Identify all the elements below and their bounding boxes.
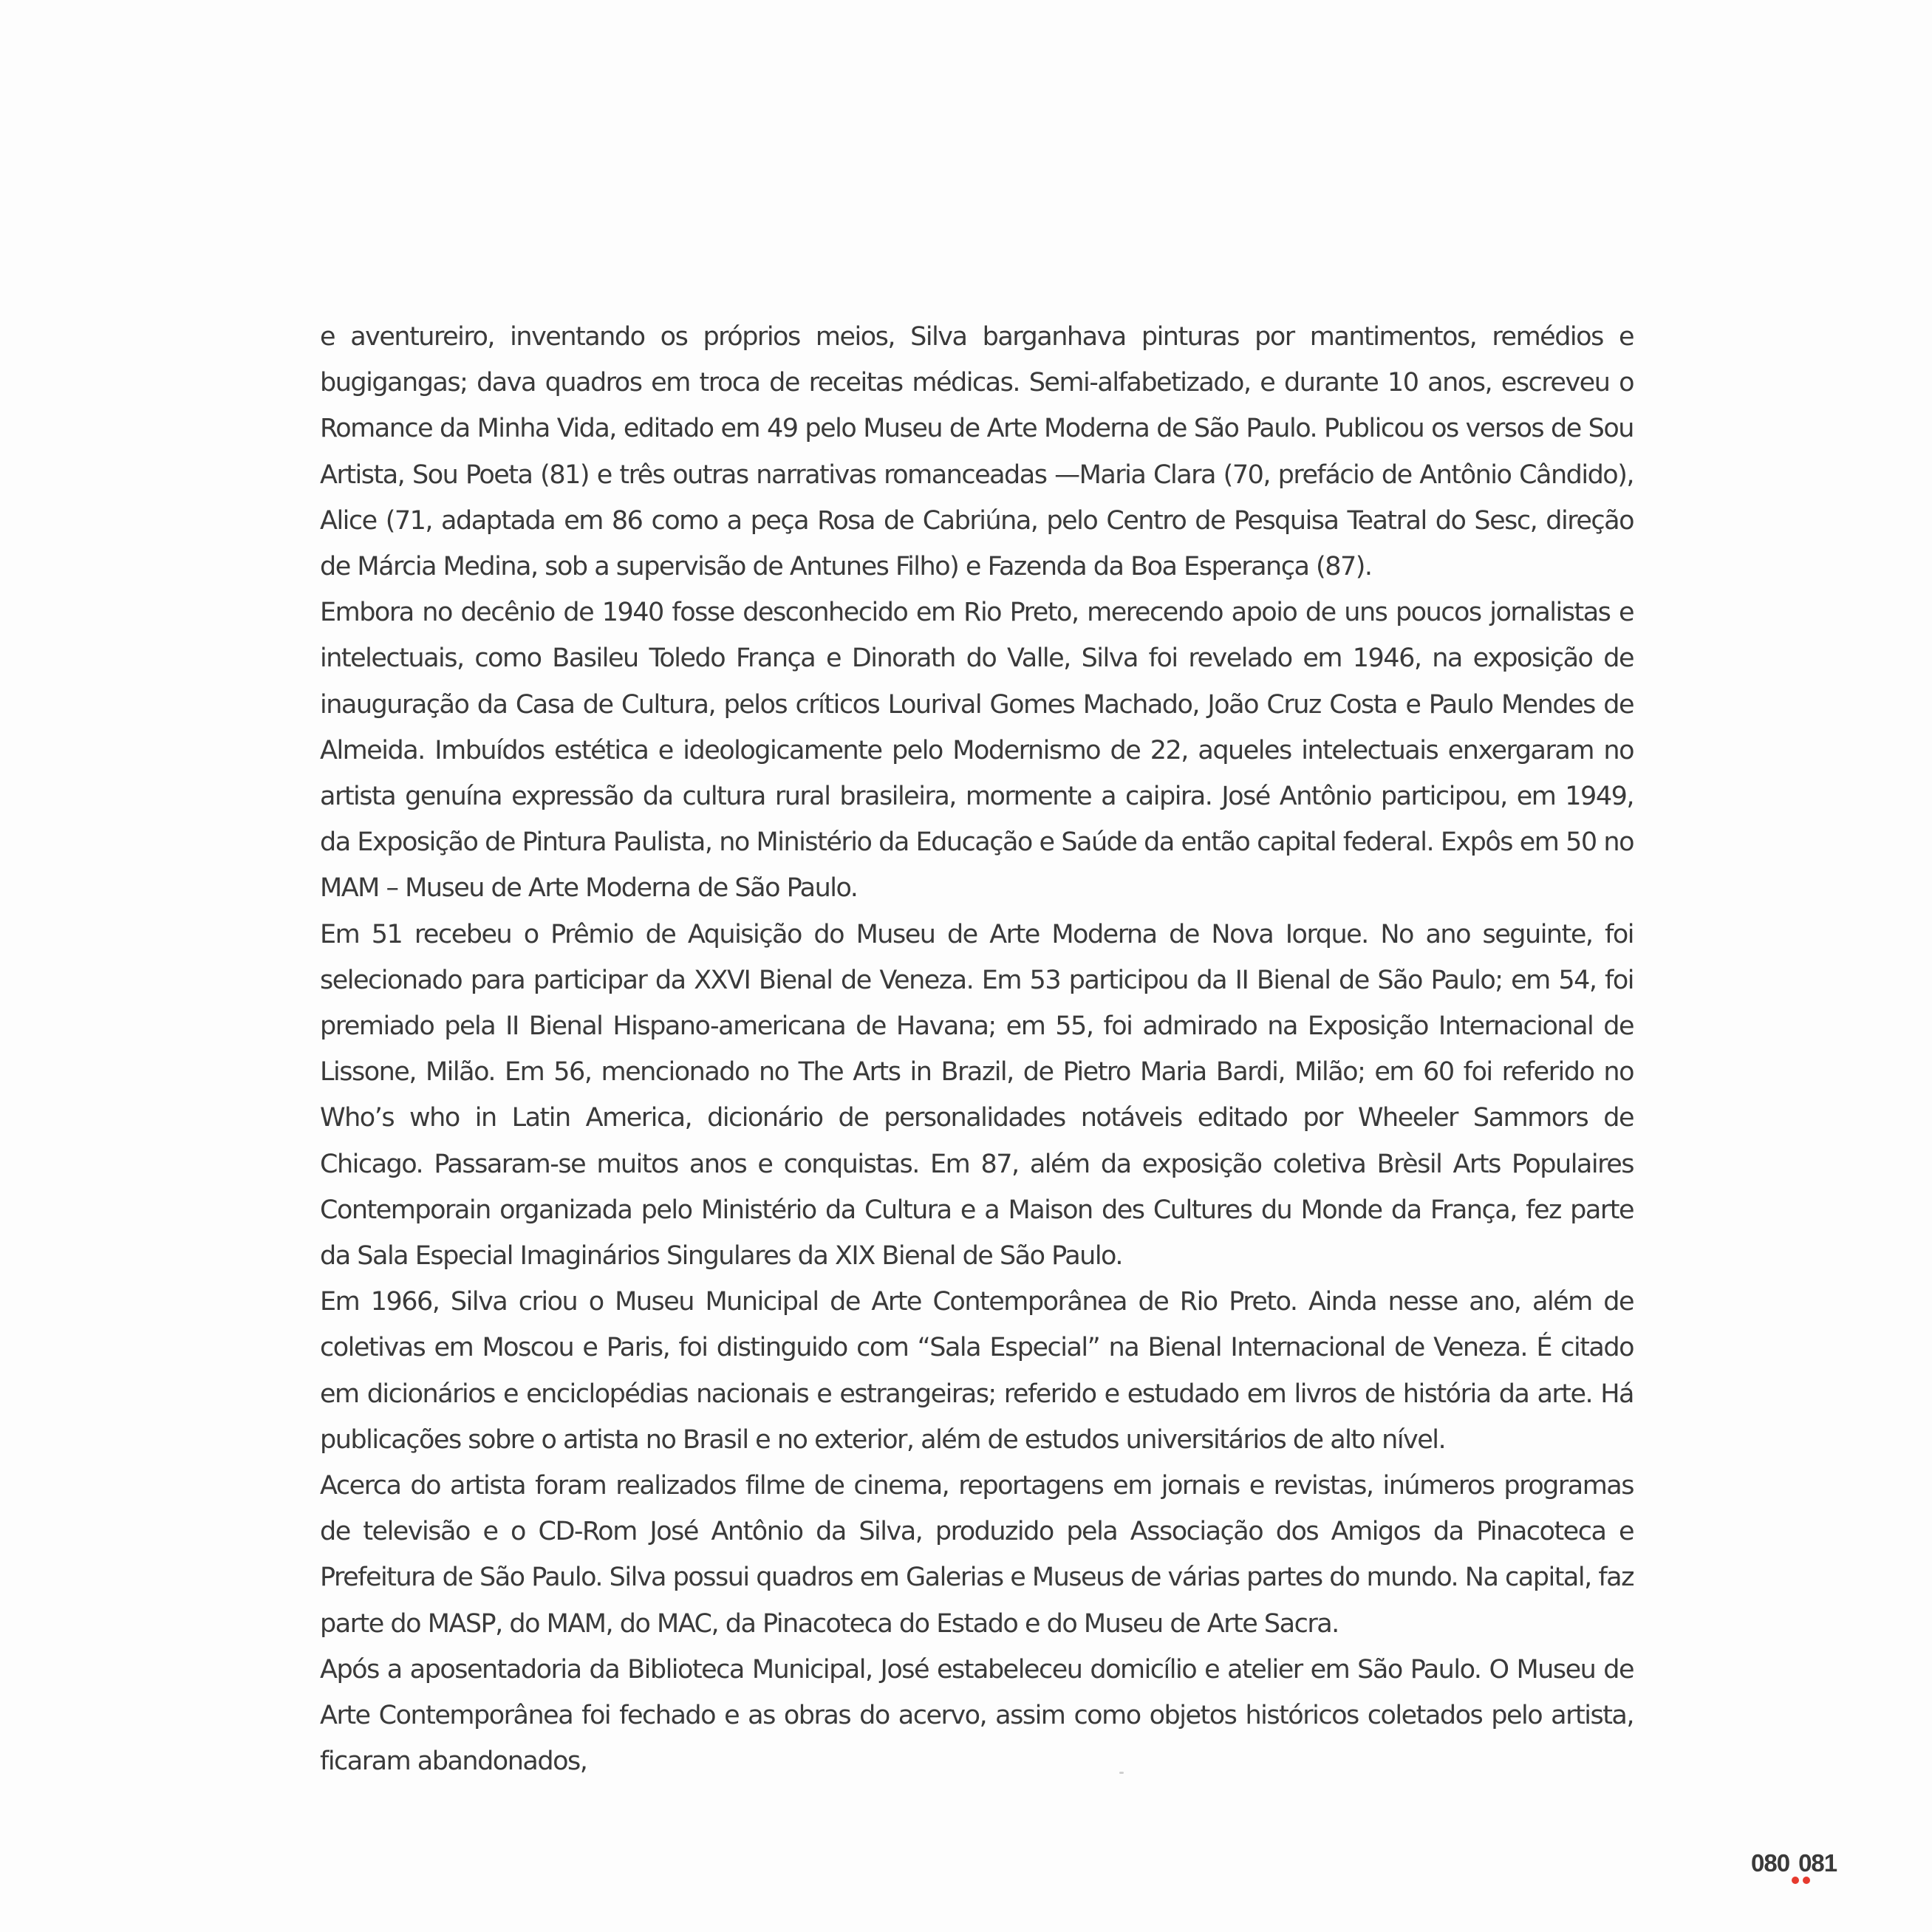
paper-speck [1119,1772,1124,1774]
paragraph-4: Em 1966, Silva criou o Museu Municipal de Arte Contemporânea de Rio Preto. Ainda nesse ano, além de coletivas em Moscou e Paris, foi distinguido com “Sala Especial” na Bienal Internacional de Veneza. É citado em dicionários e enciclopédias nacionais e estrangeiras; referido e estudado em livros de história da arte. Há publicações sobre o artista no Brasil e no exterior, além de estudos universitários de alto nível. [320,1287,1634,1455]
paragraph-5: Acerca do artista foram realizados filme de cinema, reportagens em jornais e revistas, inúmeros programas de televisão e o CD-Rom José Antônio da Silva, produzido pela Associação dos Amigos da Pinacoteca e Prefeitura de São Paulo. Silva possui quadros em Galerias e Museus de várias partes do mundo. Na capital, faz parte do MASP, do MAM, do MAC, da Pinacoteca do Estado e do Museu de Arte Sacra. [320,1471,1634,1639]
paragraph-6: Após a aposentadoria da Biblioteca Municipal, José estabeleceu domicílio e atelier em São Paulo. O Museu de Arte Contemporânea foi fechado e as obras do acervo, assim como objetos históricos coletados pelo artista, ficaram abandonados, [320,1654,1634,1777]
red-dot-icon [1792,1877,1799,1884]
page-number-left: 080 [1751,1849,1790,1877]
paragraph-3: Em 51 recebeu o Prêmio de Aquisição do Museu de Arte Moderna de Nova Iorque. No ano seguinte, foi selecionado para participar da XXVI Bienal de Veneza. Em 53 participou da II Bienal de São Paulo; em 54, foi premiado pela II Bienal Hispano-americana de Havana; em 55, foi admirado na Exposição Internacional de Lissone, Milão. Em 56, mencionado no The Arts in Brazil, de Pietro Maria Bardi, Milão; em 60 foi referido no Who’s who in Latin America, dicionário de personalidades notáveis editado por Wheeler Sammors de Chicago. Passaram-se muitos anos e conquistas. Em 87, além da exposição coletiva Brèsil Arts Populaires Contemporain organizada pelo Ministério da Cultura e a Maison des Cultures du Monde da França, fez parte da Sala Especial Imaginários Singulares da XIX Bienal de São Paulo. [320,919,1634,1271]
page-number [1751,1849,1837,1877]
paragraph-1: e aventureiro, inventando os próprios meios, Silva barganhava pinturas por mantimentos, remédios e bugigangas; dava quadros em troca de receitas médicas. Semi-alfabetizado, e durante 10 anos, escreveu o Romance da Minha Vida, editado em 49 pelo Museu de Arte Moderna de São Paulo. Publicou os versos de Sou Artista, Sou Poeta (81) e três outras narrativas romanceadas —Maria Clara (70, prefácio de Antônio Cândido), Alice (71, adaptada em 86 como a peça Rosa de Cabriúna, pelo Centro de Pesquisa Teatral do Sesc, direção de Márcia Medina, sob a supervisão de Antunes Filho) e Fazenda da Boa Esperança (87). [320,322,1634,582]
red-dot-icon [1803,1877,1810,1884]
body-text [320,314,1634,1785]
page-number-dots-icon [1792,1877,1814,1885]
page-number-right: 081 [1798,1849,1837,1877]
paragraph-2: Embora no decênio de 1940 fosse desconhecido em Rio Preto, merecendo apoio de uns poucos jornalistas e intelectuais, como Basileu Toledo França e Dinorath do Valle, Silva foi revelado em 1946, na exposição de inauguração da Casa de Cultura, pelos críticos Lourival Gomes Machado, João Cruz Costa e Paulo Mendes de Almeida. Imbuídos estética e ideologicamente pelo Modernismo de 22, aqueles intelectuais enxergaram no artista genuína expressão da cultura rural brasileira, mormente a caipira. José Antônio participou, em 1949, da Exposição de Pintura Paulista, no Ministério da Educação e Saúde da então capital federal. Expôs em 50 no MAM – Museu de Arte Moderna de São Paulo. [320,598,1634,904]
